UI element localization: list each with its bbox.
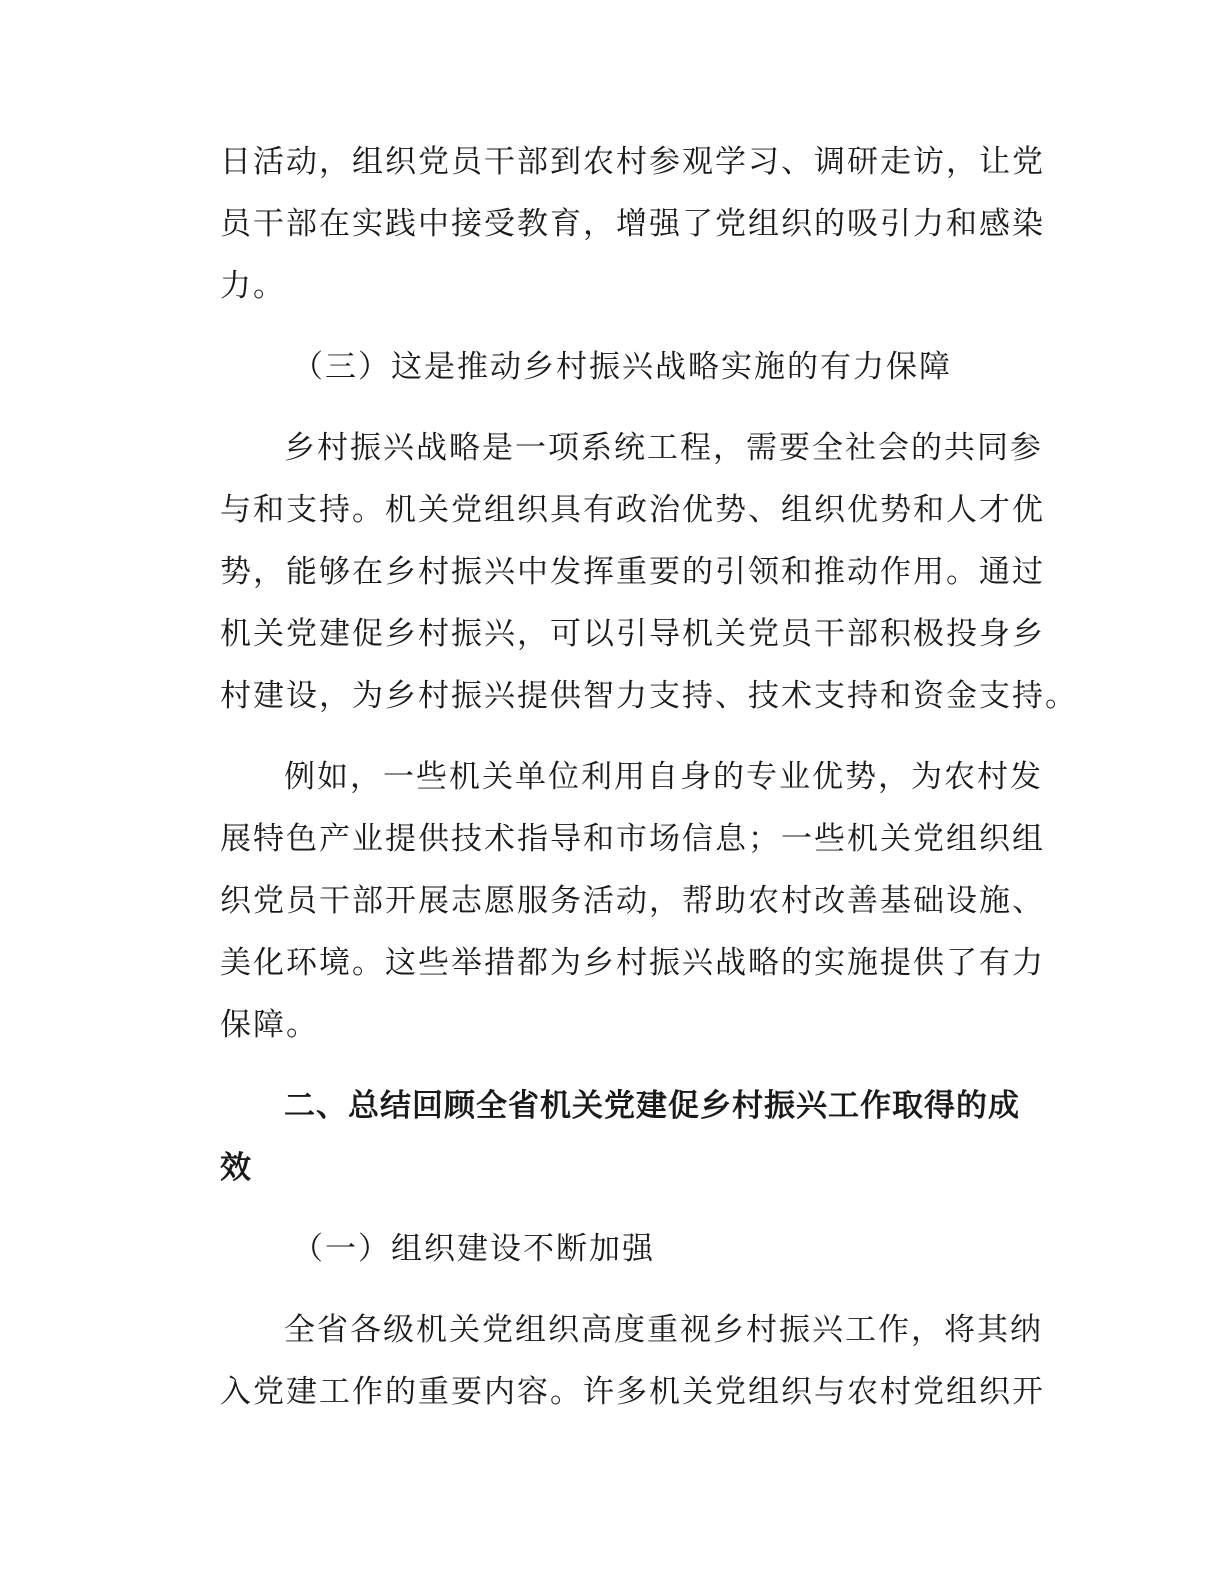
text-line: 乡村振兴战略是一项系统工程，需要全社会的共同参 <box>284 430 1043 466</box>
paragraph-continuation <box>220 131 1045 317</box>
text-line: 织党员干部开展志愿服务活动，帮助农村改善基础设施、 <box>220 883 1045 919</box>
text-line: 员干部在实践中接受教育，增强了党组织的吸引力和感染 <box>220 206 1045 242</box>
text-line: 日活动，组织党员干部到农村参观学习、调研走访，让党 <box>220 144 1045 180</box>
section-heading-two <box>220 1075 1020 1199</box>
paragraph-rural-strategy <box>220 417 1078 727</box>
text-line: 保障。 <box>220 1007 319 1043</box>
text-line: 与和支持。机关党组织具有政治优势、组织优势和人才优 <box>220 492 1045 528</box>
text-line: 美化环境。这些举措都为乡村振兴战略的实施提供了有力 <box>220 945 1045 981</box>
document-page <box>220 131 1078 1423</box>
text-line: 力。 <box>220 268 286 304</box>
text-line: 村建设，为乡村振兴提供智力支持、技术支持和资金支持。 <box>220 678 1078 714</box>
section-heading-text: 效 <box>220 1150 252 1186</box>
subheading-one <box>220 1218 1020 1280</box>
subheading-three <box>220 336 1020 398</box>
text-line: 势，能够在乡村振兴中发挥重要的引领和推动作用。通过 <box>220 554 1045 590</box>
text-line: 全省各级机关党组织高度重视乡村振兴工作，将其纳 <box>284 1312 1043 1348</box>
text-line: 机关党建促乡村振兴，可以引导机关党员干部积极投身乡 <box>220 616 1045 652</box>
section-heading-text: 二、总结回顾全省机关党建促乡村振兴工作取得的成 <box>284 1088 1020 1124</box>
subheading-text: （一）组织建设不断加强 <box>292 1231 655 1267</box>
text-line: 入党建工作的重要内容。许多机关党组织与农村党组织开 <box>220 1374 1045 1410</box>
text-line: 例如，一些机关单位利用自身的专业优势，为农村发 <box>284 759 1043 795</box>
paragraph-examples <box>220 746 1045 1056</box>
subheading-text: （三）这是推动乡村振兴战略实施的有力保障 <box>292 349 952 385</box>
paragraph-organization <box>220 1299 1045 1423</box>
text-line: 展特色产业提供技术指导和市场信息；一些机关党组织组 <box>220 821 1045 857</box>
